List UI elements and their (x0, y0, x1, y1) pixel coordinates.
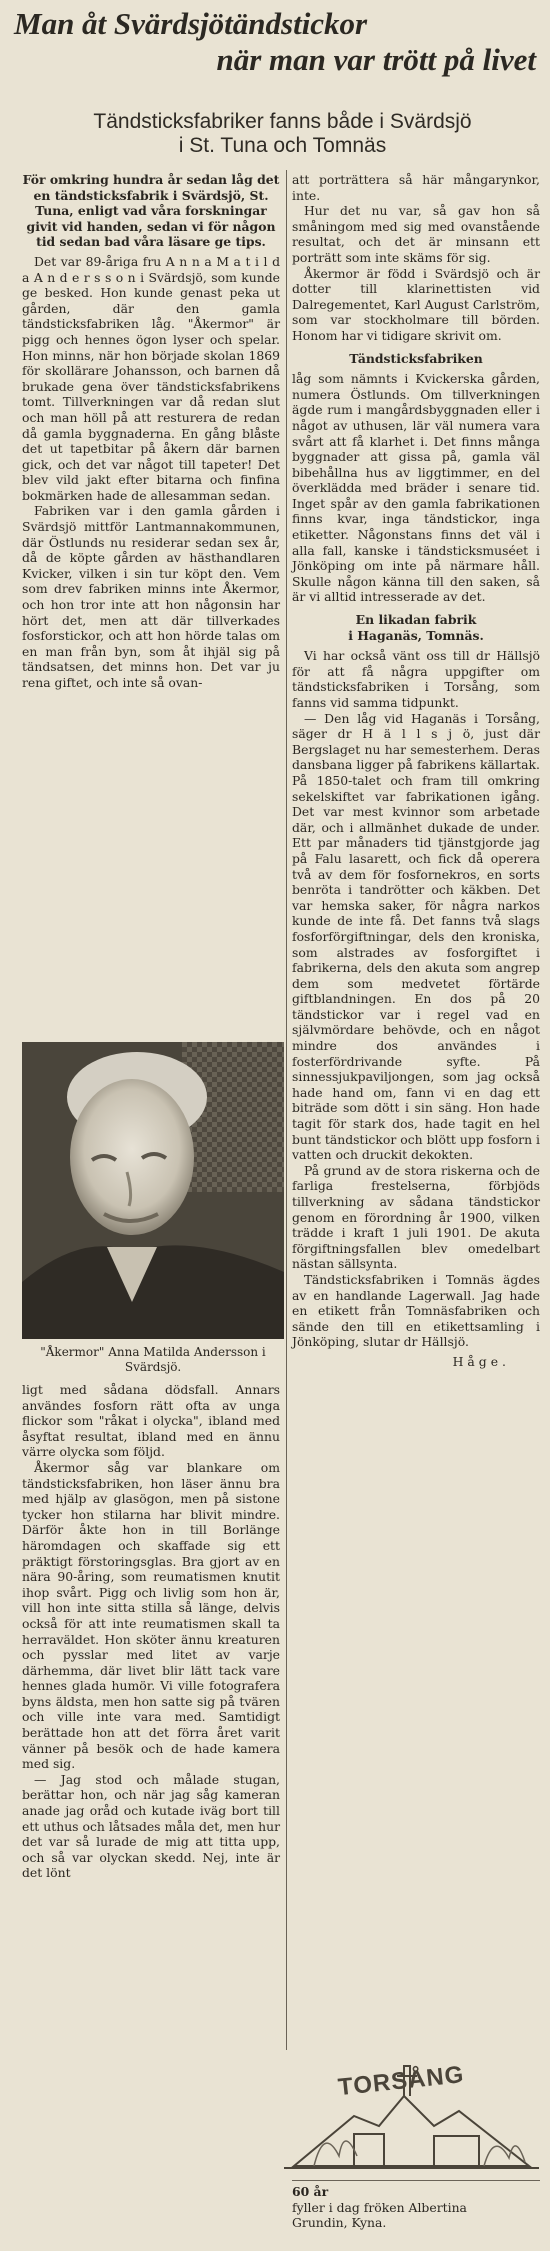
body-paragraph: att porträttera så här mångarynkor, inte. (292, 172, 540, 203)
birthday-notice-line-2: fyller i dag fröken Albertina (292, 2199, 467, 2215)
author-signature: Håge. (452, 1353, 510, 1369)
right-column (292, 172, 540, 1370)
body-paragraph: Fabriken var i den gamla gården i Svärdsjö mittför Lantmannakommunen, där Östlunds nu residerar sedan sex år, då de köpte gården av hästhandlaren Kvicker, vilken i sin tur köpt den. Vem som drev fabriken minns inte Åkermor, och hon tror inte att hon någonsin har hört det, men att där tillverkades fosforstickor, och att hon hörde talas om en man från byn, som åt ihjäl sig på tändsatsen, det minns hon. Det var ju rena giftet, och inte så ovan- (22, 503, 280, 690)
subheadline (30, 110, 535, 158)
headline-line-1: Man åt Svärdsjötändstickor (14, 6, 368, 41)
left-column-bottom (22, 1382, 280, 1881)
body-paragraph: — Jag stod och målade stugan, berättar hon, och när jag såg kameran anade jag oråd och kutade iväg bort till ett uthus och låtsades måla det, men hur det var så lurade de mig att titta upp, och så var olyckan skedd. Nej, inte är det lönt (22, 1771, 280, 1881)
body-paragraph: Åkermor såg var blankare om tändsticksfabriken, hon läser ännu bra med hjälp av glasögon, men på sistone tycker hon stilarna har blivit mindre. Därför åkte hon in till Borlänge häromdagen och skaffade sig ett präktigt förstoringsglas. Bra gjort av en nära 90-åring, som reumatismen knutit ihop svårt. Pigg och livlig som hon är, vill hon inte sitta stilla så länge, delvis också för att inte reumatismen skall ta herraväldet. Hon sköter ännu kreaturen och pysslar med litet av varje därhemma, där livet blir lätt tack vare hennes glada humör. Vi ville fotografera byns äldsta, men hon satte sig på tvären och ville inte vara med. Samtidigt berättade hon att det förra året varit vänner på besök och de hade kamera med sig. (22, 1459, 280, 1772)
headline-line-2: när man var trött på livet (216, 42, 536, 77)
body-paragraph: Åkermor är född i Svärdsjö och är dotter till klarinettisten vid Dalregementet, Karl August Carlström, som var stockholmare till börden. Honom har vi tidigare skrivit om. (292, 265, 540, 343)
body-paragraph: Det var 89-åriga fru A n n a M a t i l d a A n d e r s s o n i Svärdsjö, som kunde ge besked. Hon kunde genast peka ut gården, där den gamla tändsticksfabriken låg. "Åkermor" är pigg och hennes ögon lyser och spelar. Hon minns, när hon började skolan 1869 för skollärare Johansson, och barnen då brukade gena över tändsticksfabrikens tomt. Tillverkningen var då redan slut och man höll på att resturera de redan då gamla byggnaderna. En gång blåste det ut tapetbitar på åkern där barnen gick, och det var något till tapeter! Det blev vild jakt efter bitarna och finfina bokmärken hade de allesamman sedan. (22, 253, 280, 503)
body-paragraph: Vi har också vänt oss till dr Hällsjö för att få några uppgifter om tändsticksfabriken i Torsång, som fanns vid samma tidpunkt. (292, 648, 540, 710)
body-paragraph: Hur det nu var, så gav hon så småningom med sig med ovanstående resultat, och det är minsann ett porträtt som inte skäms för sig. (292, 203, 540, 265)
birthday-notice (292, 2184, 540, 2231)
bottom-divider (292, 2180, 540, 2181)
section-title: En likadan fabrik i Haganäs, Tomnäs. (348, 612, 484, 643)
headline (14, 6, 544, 78)
body-paragraph: Tändsticksfabriken i Tomnäs ägdes av en handlande Lagerwall. Jag hade en etikett från Tomnäsfabriken och sände den till en etikettsamling i Jönköping, slutar dr Hällsjö. (292, 1271, 540, 1350)
subheadline-line-2: i St. Tuna och Tomnäs (178, 134, 387, 157)
body-paragraph: låg som nämnts i Kvickerska gården, numera Östlunds. Om tillverkningen ägde rum i mangårdsbyggnaden eller i något av uthusen, lär väl numera vara svårt att få klarhet i. Det finns många byggnader att gissa på, gamla väl bibehållna hus av liggtimmer, en del överklädda med bräder i senare tid. Inget spår av den gamla fabrikationen finns kvar, inga tändstickor, inga etiketter. Någonstans finns det väl i alla fall, kanske i tändsticksmuséet i Jönköping om inte på närmare håll. Skulle någon känna till den saken, så är vi alltid intresserade av det. (292, 371, 540, 605)
column-divider (286, 170, 287, 2050)
body-paragraph: ligt med sådana dödsfall. Annars användes fosforn rätt ofta av unga flickor som "råkat i olycka", ibland med åsyftat resultat, ibland med en ännu värre olycka som följd. (22, 1382, 280, 1460)
left-column-top (22, 172, 280, 691)
portrait-image (22, 1042, 284, 1339)
birthday-notice-line-3: Grundin, Kyna. (292, 2215, 387, 2231)
portrait-photo (22, 1042, 284, 1339)
body-paragraph: — Den låg vid Haganäs i Torsång, säger dr H ä l l s j ö, just där Bergslaget nu har semesterhem. Deras dansbana ligger på fabrikens källartak. På 1850-talet och fram till omkring sekelskiftet var fabrikationen igång. Det var mest kvinnor som arbetade där, och i allmänhet dukade de under. Ett par månaders tid tjänstgjorde jag på Falu lasarett, och fick då operera två av dem för fosfornekros, en sorts benröta i tandrötter och käkben. Det var hemska saker, för några narkos kunde de inte få. Det fanns två slags fosforförgiftningar, dels den kroniska, som alstrades av fosforgiftet i fabrikerna, dels den akuta som angrep dem som medvetet förtärde giftblandningen. En dos på 20 tändstickor var i regel vad en självmördare behövde, och en något mindre dos användes i fosterfördrivande syfte. På sinnessjukpaviljongen, som jag också hade hand om, fann vi en dag ett biträde som dött i sin säng. Hon hade tagit för stark dos, hade tagit en hel bunt tändstickor och blött upp fosforn i vatten och druckit dekokten. (292, 710, 540, 1163)
photo-caption: "Åkermor" Anna Matilda Andersson i Svärdsjö. (40, 1345, 266, 1374)
subheadline-line-1: Tändsticksfabriker fanns både i Svärdsjö (93, 110, 472, 133)
stamp-title: TORSÅNG (336, 2061, 466, 2102)
section-title: Tändsticksfabriken (349, 350, 483, 366)
birthday-notice-line-1: 60 år (292, 2184, 329, 2199)
body-paragraph: På grund av de stora riskerna och de farliga frestelserna, förbjöds tillverkning av sådana tändstickor genom en förordning år 1900, vilken trädde i kraft 1 juli 1901. De akuta förgiftningsfallen blev omedelbart nästan sällsynta. (292, 1162, 540, 1272)
lead-paragraph: För omkring hundra år sedan låg det en tändsticksfabrik i Svärdsjö, St. Tuna, enligt vad våra forskningar givit vid handen, sedan vi för någon tid sedan bad våra läsare ge tips. (22, 172, 280, 250)
